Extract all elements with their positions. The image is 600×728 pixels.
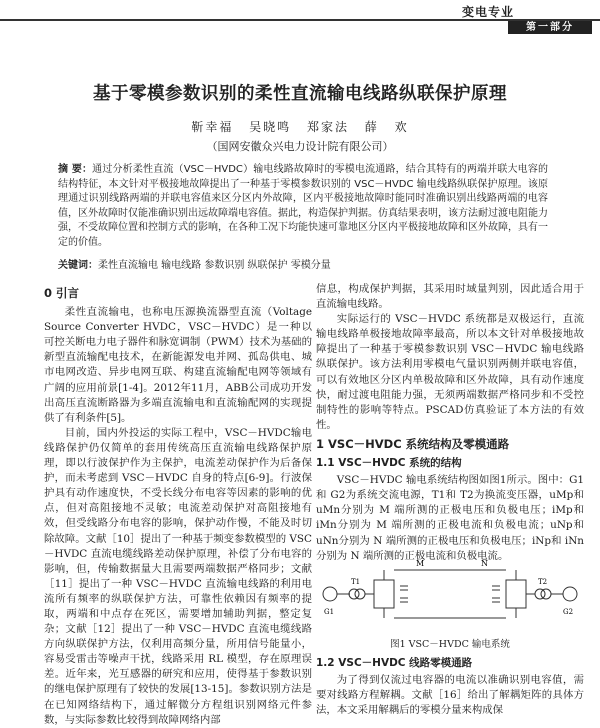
label-g1: G1	[324, 608, 335, 616]
g2-source-icon	[563, 587, 577, 601]
keywords	[58, 256, 548, 271]
paragraph: 目前，国内外投运的实际工程中，VSC－HVDC输电线路保护仍仅简单的套用传统高压直流输电线路保护原理，即以行波保护作为主保护，电流差动保护作为后备保护，而未考虑到 VSC－HVDC 自身的特点[6-9]。行波保护具有动作速度快，不受长线分布电容等因素的影响的优点，但对高阻接地不灵敏；电流差动保护对高阻接地有效，但受线路分布电容的影响，保护动作慢，不能及时切除故障。文献［10］提出了一种基于频变参数模型的 VSC－HVDC 直流电缆线路差动保护原理，补偿了分布电容的影响，但，传输数据量大且需要两端数据严格同步；文献［11］提出了一种 VSC－HVDC 直流输电线路的利用电流所有频率的纵联保护方法，可靠性依赖因有频率的提取，两端和中点存在死区，需要增加辅助判据，整定复杂；文献［12］提出了一种 VSC－HVDC 直流电缆线路方向纵联保护方法，仅利用高频分量，所用信号能量小，容易受雷击等噪声干扰，线路采用 RL 模型，存在原理误差。近年来，光互感器的研究和应用，使得基于参数识别的继电保护原理有了较快的发展[13-15]。参数识别方法是在已知网络结构下，通过解微分方程组识别网络元件参数，与实际参数比较得到故障网络内部	[44, 426, 312, 726]
label-g2: G2	[563, 608, 574, 616]
authors: 靳幸福 吴晓鸣 郑家法 薛 欢	[191, 120, 409, 134]
t2-transformer-icon	[535, 589, 545, 599]
section-heading: 0 引言	[44, 286, 80, 300]
affiliation: （国网安徽众兴电力设计院有限公司）	[206, 140, 394, 153]
system-diagram	[316, 556, 584, 628]
page-header	[0, 0, 600, 34]
label-t1: T1	[351, 578, 361, 586]
paragraph: 信息，构成保护判据，其采用时域量判别，因此适合用于直流输电线路。	[316, 283, 584, 311]
right-column-lower	[316, 654, 584, 718]
figure-caption: 图1 VSC－HVDC 输电系统	[390, 639, 510, 650]
label-n: N	[481, 559, 488, 568]
section-heading: 1 VSC－HVDC 系统结构及零模通路	[316, 436, 510, 451]
keywords-text: 柔性直流输电 输电线路 参数识别 纵联保护 零模分量	[98, 260, 331, 271]
label-t2: T2	[538, 578, 548, 586]
label-m: M	[416, 559, 425, 568]
magazine-name: 变电专业	[462, 5, 515, 19]
t1-transformer-icon	[349, 589, 359, 599]
subsection-heading: 1.2 VSC－HVDC 线路零模通路	[316, 657, 473, 669]
converter-m-icon	[374, 580, 394, 608]
section-tab: 第一部分	[508, 21, 592, 34]
paragraph: 实际运行的 VSC－HVDC 系统都是双极运行，直流输电线路单极接地故障率最高，所以本文针对单极接地故障提出了一种基于零模参数识别 VSC－HVDC 输电线路纵联保护。该方法利用零模电气量识别两侧并联电容值，可以有效地区分区内单极故障和区外故障，具有动作速度快，耐过渡电阻能力强，无须两端数据严格同步和不受控制特性的影响等特点。PSCAD仿真验证了本方法的有效性。	[316, 313, 584, 431]
paragraph: 为了得到仅流过电容器的电流以准确识别电容值，需要对线路方程解耦。文献［16］给出了解耦矩阵的具体方法，本文采用解耦后的零模分量来构成保	[316, 674, 584, 717]
right-column	[316, 282, 584, 564]
abstract-label: 摘 要：	[58, 164, 93, 175]
paragraph: 柔性直流输电，也称电压源换流器型直流（Voltage Source Converter HVDC，VSC－HVDC）是一种以可控关断电力电子器件和脉宽调制（PWM）技术为基础的新型直流输配电技术，在新能源发电并网、孤岛供电、城市电网改造、异步电网互联、构建直流输配电网等领域有广阔的应用前景[1-4]。2012年11月，ABB公司成功开发出高压直流断路器为多端直流输电和直流输配网的实现提供了有利条件[5]。	[44, 306, 312, 424]
abstract-text: 通过分析柔性直流（VSC－HVDC）输电线路故障时的零模电流通路，结合其特有的两端并联大电容的结构特征，本文针对平极接地故障提出了一种基于零模参数识别的 VSC－HVDC 输电线路纵联保护原理。该原理通过识别线路两端的并联电容值来区分区内外故障，区内平极接地故障时能同时准确识别出线路两端的电容值，区外故障时仅能准确识别出远故障端电容值。据此，构造保护判据。仿真结果表明，该方法耐过渡电阻能力强，不受故障位置和控制方式的影响，在各种工况下均能快速可靠地区分区内平极接地故障和区外故障，具有一定的价值。	[58, 164, 549, 248]
abstract	[58, 163, 548, 251]
paragraph: VSC－HVDC 输电系统结构图如图1所示。图中：G1和 G2为系统交流电源，T1和 T2为换流变压器，uMp和 uMn分别为 M 端所测的正极电压和负极电压；iMp和 iMn分别为 M 端所测的正极电流和负极电流；uNp和 uNn分别为 N 端所测的正极电压和负极电压；iNp和 iNn分别为 N 端所测的正极电流和负极电流。	[316, 474, 584, 562]
left-column	[44, 282, 312, 728]
keywords-label: 关键词：	[58, 260, 98, 271]
subsection-heading: 1.1 VSC－HVDC 系统的结构	[316, 457, 462, 470]
g1-source-icon	[323, 587, 337, 601]
paper-title: 基于零模参数识别的柔性直流输电线路纵联保护原理	[93, 84, 507, 104]
converter-n-icon	[506, 580, 526, 608]
